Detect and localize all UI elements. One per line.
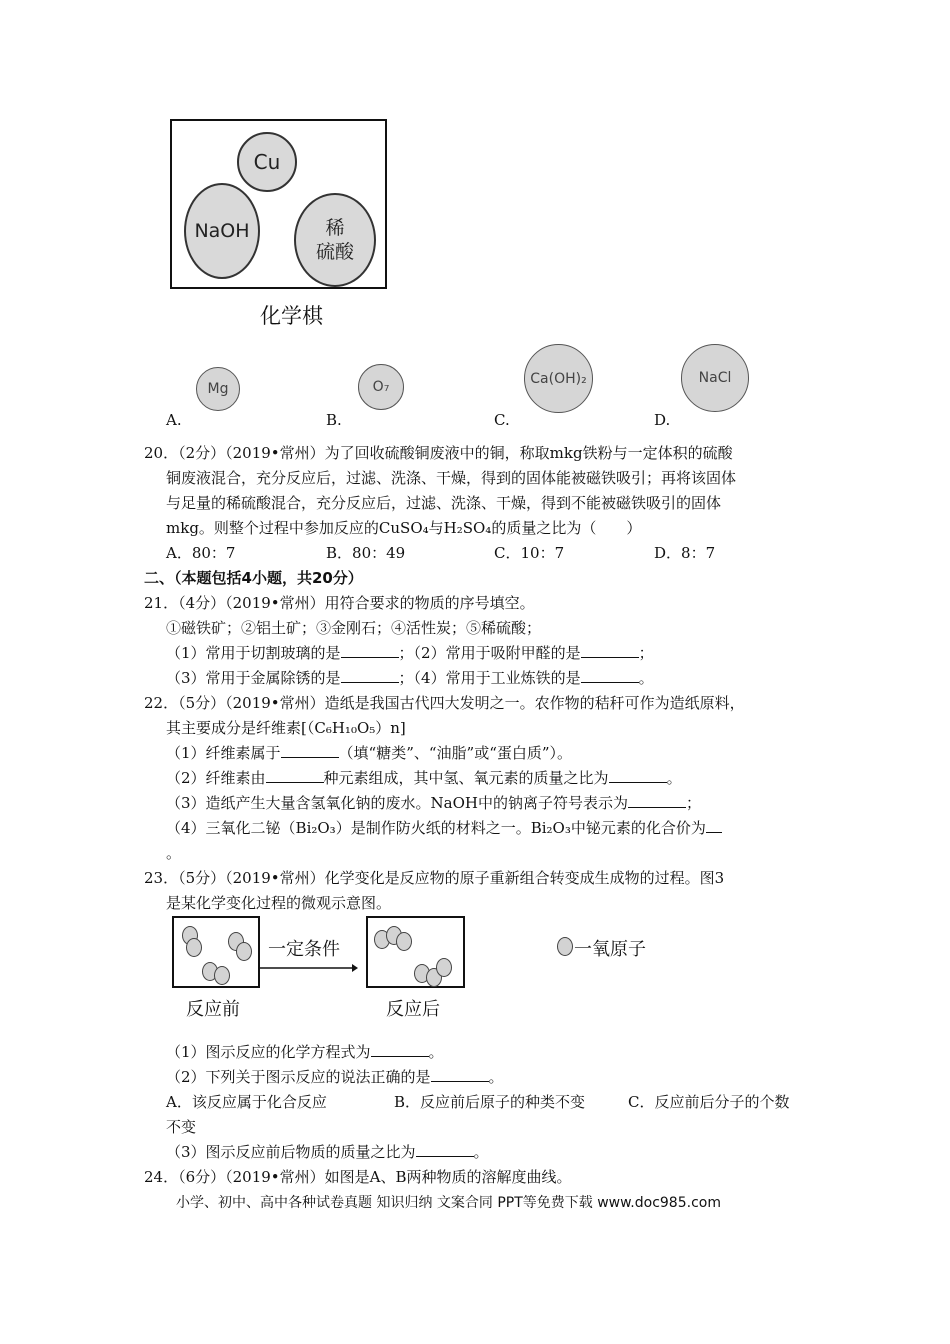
piece-naoh-label: NaOH: [194, 220, 250, 242]
q23-option-b: B．反应前后原子的种类不变: [394, 1093, 586, 1111]
oxygen-atom: [436, 958, 452, 977]
q22-part-3-end: ；: [686, 794, 702, 812]
option-a-piece-label: Mg: [207, 381, 229, 397]
arrow-right-icon: [258, 963, 358, 973]
oxygen-atom: [186, 938, 202, 957]
page-footer: 小学、初中、高中各种试卷真题 知识归纳 文案合同 PPT等免费下载 www.doc985.com: [176, 1195, 721, 1211]
q21-part-4-text: ；（4）常用于工业炼铁的是: [398, 669, 581, 687]
diagram-arrow: [258, 958, 358, 968]
option-a-piece: [196, 367, 240, 411]
answer-blank[interactable]: [706, 818, 722, 833]
piece-naoh: [184, 183, 260, 279]
q20-option-d: D．8：7: [654, 544, 716, 562]
q21-line-1: 21．（4分）（2019•常州）用符合要求的物质的序号填空。: [144, 594, 535, 612]
q21-part-3-text: （3）常用于金属除锈的是: [166, 669, 341, 687]
answer-blank[interactable]: [416, 1142, 474, 1157]
diagram-legend-label: 一氧原子: [574, 939, 646, 960]
q23-part-1: [166, 1042, 444, 1062]
q23-part-1-text: （1）图示反应的化学方程式为: [166, 1043, 371, 1061]
answer-blank[interactable]: [371, 1042, 429, 1057]
q20-option-c: C．10：7: [494, 544, 565, 562]
q22-part-1-end: （填“糖类”、“油脂”或“蛋白质”）。: [338, 744, 573, 762]
option-c-piece: [524, 344, 593, 413]
diagram-before-box: [172, 916, 260, 988]
option-a-letter: A.: [166, 411, 182, 429]
option-d-piece: [681, 344, 749, 412]
diagram-condition-label: 一定条件: [268, 939, 340, 960]
q21-line-2: ①磁铁矿；②铝土矿；③金刚石；④活性炭；⑤稀硫酸；: [166, 619, 542, 637]
q22-part-4-text: （4）三氧化二铋（Bi₂O₃）是制作防火纸的材料之一。Bi₂O₃中铋元素的化合价为: [166, 819, 706, 837]
q21-part-2-end: ；: [638, 644, 654, 662]
q22-part-3-text: （3）造纸产生大量含氢氧化钠的废水。NaOH中的钠离子符号表示为: [166, 794, 628, 812]
q21-part-1-2: [166, 643, 654, 663]
q23-line-1: 23．（5分）（2019•常州）化学变化是反应物的原子重新组合转变成生成物的过程。图3: [144, 869, 725, 887]
q22-part-2-text: （2）纤维素由: [166, 769, 266, 787]
answer-blank[interactable]: [581, 643, 639, 658]
option-c-letter: C.: [494, 411, 510, 429]
q21-part-2-text: ；（2）常用于吸附甲醛的是: [398, 644, 581, 662]
q23-line-2: 是某化学变化过程的微观示意图。: [166, 894, 392, 912]
piece-cu-label: Cu: [253, 150, 281, 174]
q20-line-1: 20．（2分）（2019•常州）为了回收硫酸铜废液中的铜，称取mkg铁粉与一定体积的硫酸: [144, 444, 733, 462]
q23-part-2: [166, 1067, 504, 1087]
q21-part-1-text: （1）常用于切割玻璃的是: [166, 644, 341, 662]
q20-option-b: B．80：49: [326, 544, 406, 562]
chess-board-figure: [170, 119, 387, 289]
answer-blank[interactable]: [609, 768, 667, 783]
oxygen-atom: [236, 942, 252, 961]
q23-option-a: A．该反应属于化合反应: [166, 1093, 327, 1111]
q23-part-2-end: 。: [488, 1068, 504, 1086]
diagram-before-label: 反应前: [186, 999, 240, 1020]
q20-line-3: 与足量的稀硫酸混合，充分反应后，过滤、洗涤、干燥，得到不能被磁铁吸引的固体: [166, 494, 722, 512]
q23-part-3: [166, 1142, 489, 1162]
option-b-piece: [358, 364, 404, 410]
q22-part-4-end: 。: [166, 844, 182, 862]
option-d-piece-label: NaCl: [698, 370, 732, 386]
diagram-after-box: [366, 916, 465, 988]
piece-cu: [237, 132, 297, 192]
q24-line-1: 24．（6分）（2019•常州）如图是A、B两种物质的溶解度曲线。: [144, 1168, 572, 1186]
option-b-piece-label: O₇: [372, 379, 390, 395]
q22-part-4: [166, 818, 722, 838]
option-c-piece-label: Ca(OH)₂: [530, 370, 587, 387]
q22-part-1: [166, 743, 572, 763]
q20-line-2: 铜废液混合，充分反应后，过滤、洗涤、干燥，得到的固体能被磁铁吸引；再将该固体: [166, 469, 737, 487]
option-d-letter: D.: [654, 411, 671, 429]
q22-part-2-mid: 种元素组成，其中氢、氧元素的质量之比为: [323, 769, 609, 787]
q23-part-3-end: 。: [473, 1143, 489, 1161]
option-b-letter: B.: [326, 411, 342, 429]
piece-acid-label-1: 稀: [325, 217, 345, 239]
q23-option-c: C．反应前后分子的个数: [628, 1093, 790, 1111]
answer-blank[interactable]: [431, 1067, 489, 1082]
answer-blank[interactable]: [581, 668, 639, 683]
q22-part-2-end: 。: [666, 769, 682, 787]
answer-blank[interactable]: [341, 668, 399, 683]
q22-line-1: 22．（5分）（2019•常州）造纸是我国古代四大发明之一。农作物的秸秆可作为造纸原料，: [144, 694, 745, 712]
diagram-after-label: 反应后: [386, 999, 440, 1020]
answer-blank[interactable]: [341, 643, 399, 658]
q21-part-4-end: 。: [638, 669, 654, 687]
q23-part-2-text: （2）下列关于图示反应的说法正确的是: [166, 1068, 431, 1086]
q23-part-3-text: （3）图示反应前后物质的质量之比为: [166, 1143, 416, 1161]
answer-blank[interactable]: [266, 768, 324, 783]
answer-blank[interactable]: [281, 743, 339, 758]
q21-part-3-4: [166, 668, 654, 688]
piece-dilute-sulfuric-acid: [294, 193, 376, 287]
chess-caption: 化学棋: [260, 304, 323, 328]
answer-blank[interactable]: [628, 793, 686, 808]
q22-part-2: [166, 768, 682, 788]
oxygen-atom: [396, 932, 412, 951]
piece-acid-label-2: 硫酸: [315, 241, 354, 263]
q22-line-2: 其主要成分是纤维素[（C₆H₁₀O₅）n]: [166, 719, 406, 737]
q20-line-4: mkg。则整个过程中参加反应的CuSO₄与H₂SO₄的质量之比为（ ）: [166, 519, 642, 537]
oxygen-atom: [214, 966, 230, 985]
q23-part-1-end: 。: [428, 1043, 444, 1061]
section-2-heading: 二、（本题包括4小题，共20分）: [144, 569, 363, 587]
legend-oxygen-atom: [557, 937, 573, 956]
q22-part-3: [166, 793, 701, 813]
q22-part-1-text: （1）纤维素属于: [166, 744, 281, 762]
q20-option-a: A．80：7: [166, 544, 236, 562]
q23-option-c-cont: 不变: [166, 1118, 197, 1136]
